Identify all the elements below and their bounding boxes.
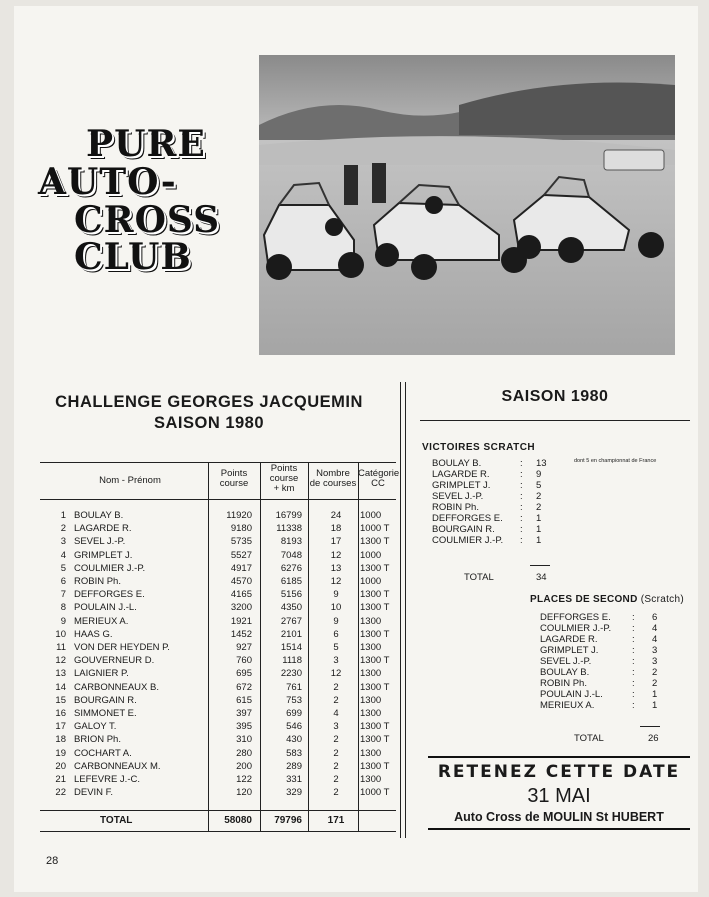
row-rank: 1 (60, 510, 66, 521)
victoires-total-label: TOTAL (464, 572, 494, 583)
list-item-name: GRIMPLET J. (540, 645, 599, 656)
header-courses-line1: Nombre (316, 468, 350, 479)
list-item (540, 645, 670, 656)
list-item-colon: : (520, 513, 523, 524)
table-row (40, 761, 396, 774)
row-category: 1300 T (360, 536, 390, 548)
row-points: 5735 (230, 536, 252, 548)
row-category: 1000 (360, 510, 382, 521)
row-rank: 2 (60, 523, 66, 535)
places-title-main: PLACES DE SECOND (530, 594, 638, 605)
row-km: 289 (286, 760, 302, 772)
header-category-line2: CC (371, 477, 385, 489)
row-courses: 2 (333, 787, 339, 799)
row-category: 1300 T (360, 734, 390, 746)
list-item (540, 689, 670, 700)
row-category: 1300 T (360, 760, 390, 772)
victoires-title: VICTOIRES SCRATCH (422, 442, 536, 453)
row-category: 1300 (360, 774, 382, 785)
row-category: 1300 (360, 615, 382, 627)
table-row (40, 748, 396, 761)
victoires-sum-line (530, 565, 550, 566)
table-row (40, 550, 396, 563)
total-divider-4 (358, 811, 359, 831)
row-km: 6276 (280, 562, 302, 574)
list-item (432, 469, 562, 480)
total-courses: 171 (327, 815, 345, 826)
row-name: DEVIN F. (74, 787, 114, 799)
row-km: 331 (286, 774, 302, 785)
row-category: 1300 T (360, 721, 390, 733)
places-total-label: TOTAL (574, 733, 604, 744)
row-courses: 2 (333, 681, 339, 693)
row-km: 2101 (280, 628, 302, 640)
row-name: BRION Ph. (74, 734, 121, 746)
table-row (40, 721, 396, 734)
row-name: LAIGNIER P. (74, 668, 129, 680)
list-item (432, 502, 562, 513)
list-item-value: 3 (652, 645, 658, 656)
row-points: 4165 (230, 589, 252, 601)
row-rank: 8 (60, 602, 66, 614)
row-name: CARBONNEAUX B. (74, 681, 159, 693)
row-courses: 9 (333, 615, 339, 627)
table-row (40, 589, 396, 602)
list-item-name: ROBIN Ph. (540, 678, 587, 689)
row-name: SIMMONET E. (74, 708, 137, 719)
row-courses: 24 (330, 510, 342, 521)
row-km: 2230 (280, 668, 302, 680)
header-divider-4 (358, 463, 359, 499)
list-item-value: 1 (652, 700, 658, 711)
row-rank: 21 (55, 774, 66, 785)
row-name: SEVEL J.-P. (74, 536, 126, 548)
challenge-heading (34, 392, 384, 433)
row-courses: 12 (330, 576, 342, 587)
table-row (40, 602, 396, 615)
list-item-name: DEFFORGES E. (432, 513, 503, 524)
list-item-name: POULAIN J.-L. (540, 689, 603, 700)
season-heading: SAISON 1980 (501, 388, 609, 405)
header-km (260, 464, 308, 494)
header-divider-1 (208, 463, 209, 499)
row-name: GOUVERNEUR D. (74, 655, 155, 667)
header-divider-2 (260, 463, 261, 499)
places-total-value: 26 (648, 733, 659, 744)
row-rank: 12 (55, 655, 66, 667)
table-row (40, 668, 396, 681)
row-name: LAGARDE R. (74, 523, 132, 535)
season-rule (420, 420, 690, 421)
club-title (34, 123, 254, 279)
total-points: 58080 (224, 815, 252, 826)
list-item (432, 535, 562, 546)
list-item (432, 491, 562, 502)
list-item-name: ROBIN Ph. (432, 502, 479, 513)
header-courses-line2: de courses (309, 477, 357, 489)
row-rank: 18 (55, 734, 66, 746)
list-item (432, 480, 562, 491)
list-item-value: 1 (536, 513, 542, 524)
title-line-4: CLUB (74, 236, 192, 279)
list-item-colon: : (632, 612, 635, 623)
row-category: 1300 T (360, 589, 390, 601)
row-km: 583 (286, 747, 302, 759)
event-heading: RETENEZ CETTE DATE (437, 762, 681, 782)
row-name: GRIMPLET J. (74, 549, 133, 561)
table-row (40, 576, 396, 589)
title-line-1: PURE (86, 123, 206, 165)
row-km: 5156 (280, 589, 302, 601)
row-rank: 4 (60, 549, 66, 561)
total-divider-3 (308, 811, 309, 831)
list-item-name: LAGARDE R. (540, 634, 598, 645)
row-km: 546 (286, 721, 302, 733)
table-row (40, 523, 396, 536)
row-courses: 12 (330, 549, 342, 561)
row-courses: 2 (333, 760, 339, 772)
row-points: 122 (236, 774, 252, 785)
title-line-2: AUTO- (38, 160, 177, 203)
row-points: 760 (236, 655, 252, 667)
table-row (40, 682, 396, 695)
list-item-colon: : (520, 458, 523, 469)
row-category: 1000 (360, 549, 382, 561)
row-points: 695 (236, 668, 252, 680)
row-category: 1300 (360, 694, 382, 706)
list-item-colon: : (520, 535, 523, 546)
row-name: DEFFORGES E. (74, 589, 145, 601)
row-km: 6185 (280, 576, 302, 587)
row-courses: 6 (333, 628, 339, 640)
victoires-note: dont 5 en championnat de France (574, 458, 657, 464)
victoires-total-value: 34 (536, 572, 547, 583)
row-points: 280 (236, 747, 252, 759)
row-rank: 3 (60, 536, 66, 548)
list-item-value: 9 (536, 469, 542, 480)
row-km: 329 (286, 787, 302, 799)
row-points: 1452 (230, 628, 252, 640)
row-courses: 3 (333, 721, 339, 733)
row-courses: 2 (333, 734, 339, 746)
row-rank: 22 (55, 787, 66, 799)
row-points: 672 (236, 681, 252, 693)
header-courses (308, 469, 358, 489)
row-name: MERIEUX A. (74, 615, 129, 627)
list-item-value: 2 (652, 667, 658, 678)
challenge-season: SAISON 1980 (153, 413, 265, 432)
list-item-value: 2 (536, 502, 542, 513)
row-name: ROBIN Ph. (74, 576, 121, 587)
event-name: Auto Cross de MOULIN St HUBERT (454, 810, 664, 824)
list-item-colon: : (632, 678, 635, 689)
list-item-value: 1 (652, 689, 658, 700)
row-courses: 5 (333, 642, 339, 653)
row-name: LEFEVRE J.-C. (74, 774, 140, 785)
list-item (432, 513, 562, 524)
row-points: 615 (236, 694, 252, 706)
list-item-name: BOURGAIN R. (432, 524, 495, 535)
row-category: 1300 (360, 668, 382, 680)
table-row (40, 642, 396, 655)
header-km-line2: course (269, 472, 299, 484)
row-points: 927 (236, 642, 252, 653)
row-km: 430 (286, 734, 302, 746)
event-bottom-rule (428, 828, 690, 830)
table-body (40, 500, 396, 810)
row-courses: 4 (333, 708, 339, 719)
header-points-line1: Points (220, 468, 248, 479)
list-item-colon: : (520, 502, 523, 513)
row-points: 3200 (230, 602, 252, 614)
row-points: 9180 (230, 523, 252, 535)
list-item (540, 656, 670, 667)
list-item-colon: : (520, 524, 523, 535)
row-points: 397 (236, 708, 252, 719)
row-points: 4917 (230, 562, 252, 574)
row-category: 1300 T (360, 562, 390, 574)
row-km: 761 (286, 681, 302, 693)
row-rank: 17 (55, 721, 66, 733)
row-km: 7048 (280, 549, 302, 561)
list-item-colon: : (632, 667, 635, 678)
total-divider-1 (208, 811, 209, 831)
list-item (540, 634, 670, 645)
row-courses: 2 (333, 774, 339, 785)
header-name: Nom - Prénom (99, 475, 161, 486)
header-points (212, 469, 256, 489)
row-courses: 17 (330, 536, 342, 548)
row-category: 1300 (360, 708, 382, 719)
list-item (540, 623, 670, 634)
table-row (40, 655, 396, 668)
row-km: 753 (286, 694, 302, 706)
row-name: VON DER HEYDEN P. (74, 642, 170, 653)
page-number: 28 (46, 855, 59, 867)
list-item (540, 667, 670, 678)
list-item-value: 2 (536, 491, 542, 502)
list-item-name: GRIMPLET J. (432, 480, 491, 491)
row-category: 1300 T (360, 655, 390, 667)
row-category: 1300 (360, 747, 382, 759)
list-item-value: 6 (652, 612, 658, 623)
magazine-page (14, 6, 698, 892)
row-name: BOULAY B. (74, 510, 124, 521)
row-category: 1300 T (360, 602, 390, 614)
table-row (40, 563, 396, 576)
row-points: 1921 (230, 615, 252, 627)
row-points: 395 (236, 721, 252, 733)
row-category: 1300 (360, 642, 382, 653)
table-row (40, 787, 396, 800)
list-item-value: 13 (536, 458, 547, 469)
row-category: 1300 T (360, 628, 390, 640)
row-category: 1000 T (360, 523, 390, 535)
row-category: 1000 T (360, 787, 390, 799)
table-row (40, 510, 396, 523)
row-rank: 9 (60, 615, 66, 627)
list-item-colon: : (632, 645, 635, 656)
places-list (540, 612, 670, 711)
event-top-rule (428, 756, 690, 758)
header-category (358, 469, 398, 489)
row-courses: 18 (330, 523, 342, 535)
table-row (40, 536, 396, 549)
row-category: 1000 (360, 576, 382, 587)
total-divider-2 (260, 811, 261, 831)
row-rank: 6 (60, 576, 66, 587)
list-item-name: MERIEUX A. (540, 700, 595, 711)
list-item (432, 458, 562, 469)
places-title (530, 594, 684, 605)
title-line-3: CROSS (74, 198, 221, 241)
list-item-name: COULMIER J.-P. (540, 623, 612, 634)
list-item-name: DEFFORGES E. (540, 612, 611, 623)
autocross-photo (259, 55, 675, 355)
list-item-name: SEVEL J.-P. (432, 491, 484, 502)
standings-table (40, 462, 400, 832)
table-total-row (40, 810, 396, 832)
row-courses: 2 (333, 694, 339, 706)
list-item-colon: : (520, 480, 523, 491)
column-divider (400, 382, 406, 838)
list-item-colon: : (632, 656, 635, 667)
row-name: POULAIN J.-L. (74, 602, 137, 614)
places-sum-line (640, 726, 660, 727)
row-points: 310 (236, 734, 252, 746)
table-row (40, 616, 396, 629)
table-row (40, 629, 396, 642)
row-points: 11920 (226, 510, 252, 521)
row-name: COULMIER J.-P. (74, 562, 146, 574)
row-name: CARBONNEAUX M. (74, 760, 161, 772)
list-item-name: BOULAY B. (432, 458, 482, 469)
header-km-line1: Points (270, 463, 298, 474)
challenge-title: CHALLENGE GEORGES JACQUEMIN (55, 393, 363, 411)
list-item-value: 3 (652, 656, 658, 667)
event-date: 31 MAI (527, 785, 591, 807)
list-item-colon: : (632, 689, 635, 700)
row-km: 699 (286, 708, 302, 719)
row-km: 8193 (280, 536, 302, 548)
row-name: HAAS G. (74, 628, 113, 640)
row-courses: 10 (330, 602, 342, 614)
row-courses: 3 (333, 655, 339, 667)
list-item-colon: : (520, 469, 523, 480)
table-row (40, 708, 396, 721)
row-km: 4350 (280, 602, 302, 614)
row-points: 5527 (230, 549, 252, 561)
row-courses: 2 (333, 747, 339, 759)
table-header (40, 463, 400, 500)
row-rank: 14 (55, 681, 66, 693)
row-km: 2767 (280, 615, 302, 627)
list-item (540, 700, 670, 711)
header-points-line2: course (219, 477, 249, 489)
header-category-line1: Catégorie (358, 468, 400, 479)
list-item-name: BOULAY B. (540, 667, 590, 678)
row-name: GALOY T. (74, 721, 117, 733)
total-label: TOTAL (100, 815, 133, 826)
row-category: 1300 T (360, 681, 390, 693)
table-row (40, 774, 396, 787)
victoires-list (432, 458, 562, 546)
list-item (540, 678, 670, 689)
row-rank: 20 (55, 760, 66, 772)
row-rank: 10 (55, 628, 66, 640)
places-title-sub: (Scratch) (640, 594, 684, 605)
list-item-value: 4 (652, 634, 658, 645)
list-item (432, 524, 562, 535)
list-item-name: LAGARDE R. (432, 469, 490, 480)
row-rank: 16 (55, 708, 66, 719)
row-rank: 13 (55, 668, 66, 680)
row-points: 4570 (230, 576, 252, 587)
total-km: 79796 (274, 815, 302, 826)
row-rank: 7 (60, 589, 66, 601)
list-item-colon: : (632, 623, 635, 634)
header-km-line3: + km (273, 482, 295, 494)
header-divider-3 (308, 463, 309, 499)
row-rank: 11 (56, 642, 66, 653)
list-item-name: COULMIER J.-P. (432, 535, 504, 546)
row-km: 1118 (282, 655, 302, 667)
table-row (40, 734, 396, 747)
row-km: 1514 (280, 642, 302, 653)
row-name: BOURGAIN R. (74, 694, 137, 706)
list-item-value: 2 (652, 678, 658, 689)
list-item-value: 5 (536, 480, 542, 491)
list-item-value: 4 (652, 623, 658, 634)
row-points: 120 (236, 787, 252, 799)
row-points: 200 (236, 760, 252, 772)
row-courses: 13 (330, 562, 342, 574)
row-courses: 12 (330, 668, 342, 680)
list-item-name: SEVEL J.-P. (540, 656, 592, 667)
list-item-value: 1 (536, 524, 542, 535)
row-km: 16799 (275, 510, 302, 521)
list-item-colon: : (520, 491, 523, 502)
list-item-colon: : (632, 634, 635, 645)
row-rank: 19 (55, 747, 66, 759)
row-name: COCHART A. (74, 747, 132, 759)
list-item (540, 612, 670, 623)
row-courses: 9 (333, 589, 339, 601)
list-item-value: 1 (536, 535, 542, 546)
row-km: 11338 (276, 523, 302, 535)
row-rank: 15 (55, 694, 66, 706)
list-item-colon: : (632, 700, 635, 711)
row-rank: 5 (60, 562, 66, 574)
table-row (40, 695, 396, 708)
